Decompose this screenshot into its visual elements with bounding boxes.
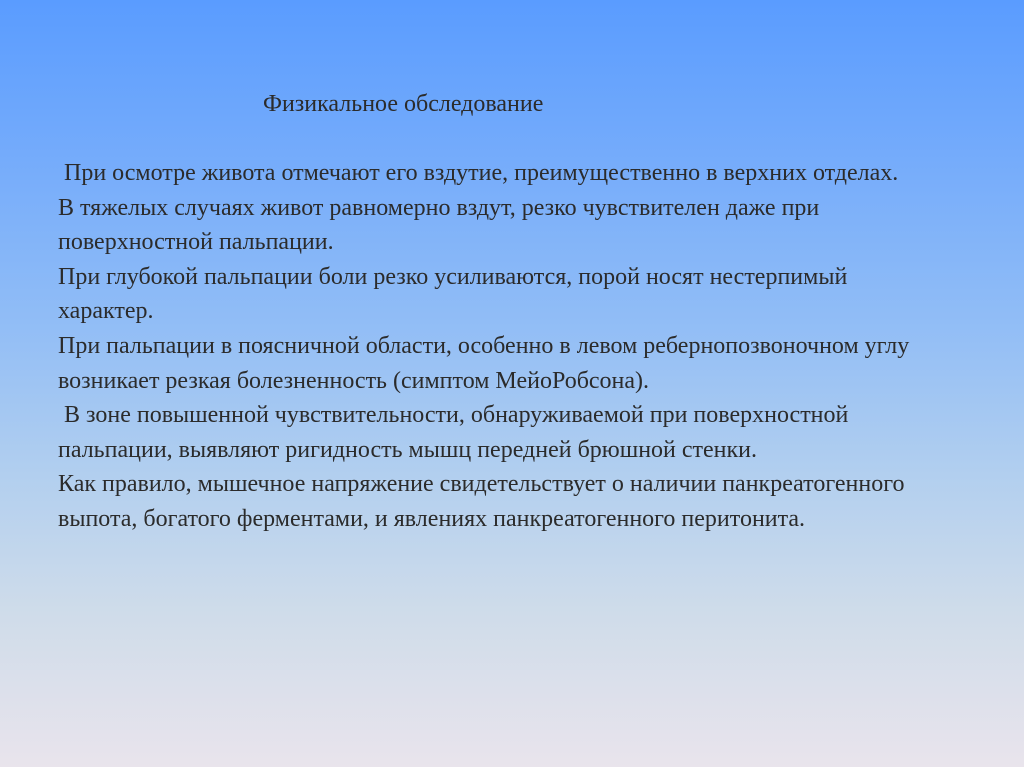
paragraph-1: При осмотре живота отмечают его вздутие, преимущественно в верхних отделах.	[58, 160, 899, 186]
paragraph-2: В тяжелых случаях живот равномерно вздут, резко чувствителен даже при поверхностной пальпации.	[58, 194, 820, 256]
paragraph-5: В зоне повышенной чувствительности, обнаруживаемой при поверхностной пальпации, выявляют ригидность мышц передней брюшной стенки.	[58, 402, 855, 463]
paragraph-3: При глубокой пальпации боли резко усиливаются, порой носят нестерпимый характер.	[58, 263, 848, 325]
paragraph-4: При пальпации в поясничной области, особенно в левом ребернопозвоночном углу возникает резкая болезненность (симптом МейоРобсона).	[58, 332, 910, 394]
slide-body	[58, 156, 938, 537]
paragraph-6: Как правило, мышечное напряжение свидетельствует о наличии панкреатогенного выпота, богатого ферментами, и явлениях панкреатогенного перитонита.	[58, 471, 905, 532]
slide-title: Физикальное обследование	[263, 91, 544, 117]
